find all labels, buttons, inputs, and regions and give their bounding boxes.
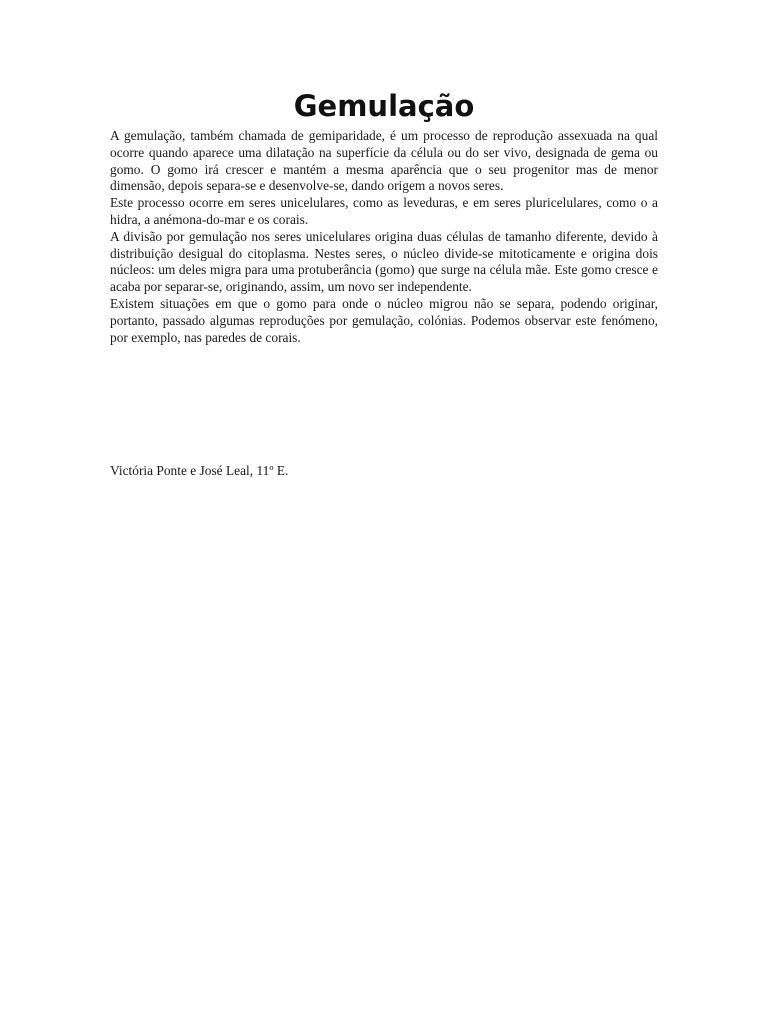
paragraph-definition: A gemulação, também chamada de gemiparidade, é um processo de reprodução assexuada na qual ocorre quando aparece uma dilatação na superfície da célula ou do ser vivo, designada de gema ou gomo. O gomo irá crescer e mantém a mesma aparência que o seu progenitor mas de menor dimensão, depois separa-se e desenvolve-se, dando origem a novos seres. bbox=[110, 128, 658, 194]
paragraph-colonies: Existem situações em que o gomo para onde o núcleo migrou não se separa, podendo originar, portanto, passado algumas reproduções por gemulação, colónias. Podemos observar este fenómeno, por exemplo, nas paredes de corais. bbox=[110, 295, 658, 345]
document-title: Gemulação bbox=[293, 89, 475, 123]
author-signature: Victória Ponte e José Leal, 11º E. bbox=[110, 463, 289, 478]
paragraph-unicellular-division: A divisão por gemulação nos seres unicelulares origina duas células de tamanho diferente, devido à distribuição desigual do citoplasma. Nestes seres, o núcleo divide-se mitoticamente e origina dois núcleos: um deles migra para uma protuberância (gomo) que surge na célula mãe. Este gomo cresce e acaba por separar-se, originando, assim, um novo ser independente. bbox=[110, 228, 658, 295]
paragraph-examples: Este processo ocorre em seres unicelulares, como as leveduras, e em seres pluricelulares, como o a hidra, a anémona-do-mar e os corais. bbox=[110, 195, 658, 227]
document-body bbox=[110, 86, 658, 346]
